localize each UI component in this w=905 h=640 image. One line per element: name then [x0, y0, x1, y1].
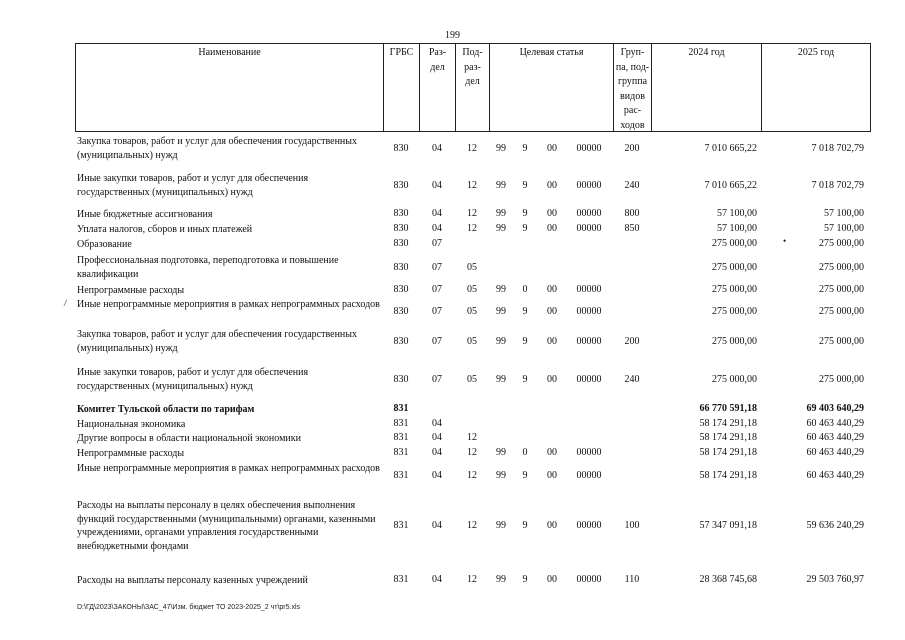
cell-t4: 00000 — [576, 179, 602, 191]
cell-grbs: 830 — [393, 305, 409, 317]
cell-t2: 0 — [522, 284, 528, 295]
table-row — [0, 462, 905, 490]
cell-grbs: 830 — [393, 238, 409, 249]
header-podrazdel: Под- раз- дел — [455, 43, 489, 132]
header-2025: 2025 год — [761, 43, 871, 132]
cell-vr: 850 — [624, 223, 640, 234]
row-name: Иные непрограммные мероприятия в рамках непрограммных расходов — [77, 463, 380, 474]
table-row — [0, 447, 905, 461]
cell-rz: 04 — [432, 418, 442, 429]
cell-y2024: 275 000,00 — [712, 305, 757, 317]
cell-t1: 99 — [496, 335, 506, 347]
cell-rz: 04 — [432, 447, 442, 458]
header-group: Груп- па, под- группа видов рас- ходов — [613, 43, 651, 132]
row-name: Расходы на выплаты персоналу казенных учреждений — [77, 575, 308, 586]
cell-grbs: 831 — [393, 418, 409, 429]
cell-t1: 99 — [496, 284, 506, 295]
cell-grbs: 831 — [393, 403, 409, 414]
cell-y2024: 66 770 591,18 — [699, 403, 757, 414]
cell-rz: 07 — [432, 238, 442, 249]
cell-grbs: 830 — [393, 373, 409, 385]
row-name: Закупка товаров, работ и услуг для обеспечения государственных (муниципальных) нужд — [77, 329, 358, 354]
cell-grbs: 830 — [393, 179, 409, 191]
row-name: Иные закупки товаров, работ и услуг для обеспечения государственных (муниципальных) нужд — [77, 367, 309, 392]
cell-t1: 99 — [496, 179, 506, 191]
cell-rz: 04 — [432, 223, 442, 234]
cell-vr: 240 — [624, 373, 640, 385]
header-razdel: Раз- дел — [419, 43, 455, 132]
cell-t4: 00000 — [576, 142, 602, 154]
cell-grbs: 831 — [393, 469, 409, 481]
cell-y2025: 57 100,00 — [824, 223, 864, 234]
cell-y2024: 58 174 291,18 — [699, 447, 757, 458]
cell-t4: 00000 — [576, 223, 602, 234]
cell-t3: 00 — [547, 520, 557, 532]
cell-y2024: 275 000,00 — [712, 373, 757, 385]
cell-y2025: 69 403 640,29 — [806, 403, 864, 414]
cell-y2025: 60 463 440,29 — [806, 447, 864, 458]
cell-vr: 200 — [624, 142, 640, 154]
cell-pr: 12 — [467, 223, 477, 234]
cell-t3: 00 — [547, 373, 557, 385]
cell-pr: 05 — [467, 373, 477, 385]
cell-t3: 00 — [547, 208, 557, 219]
table-row — [0, 254, 905, 282]
cell-y2025: 59 636 240,29 — [806, 520, 864, 532]
cell-vr: 110 — [624, 574, 640, 585]
cell-t2: 9 — [522, 373, 528, 385]
cell-t3: 00 — [547, 284, 557, 295]
cell-t3: 00 — [547, 447, 557, 458]
stray-dot-mark: • — [783, 236, 787, 246]
table-row — [0, 208, 905, 222]
row-name: Комитет Тульской области по тарифам — [77, 404, 255, 415]
cell-vr: 200 — [624, 335, 640, 347]
cell-rz: 04 — [432, 469, 442, 481]
cell-t1: 99 — [496, 574, 506, 585]
cell-t1: 99 — [496, 208, 506, 219]
table-row — [0, 298, 905, 326]
cell-y2025: 60 463 440,29 — [806, 469, 864, 481]
cell-t1: 99 — [496, 447, 506, 458]
cell-y2024: 58 174 291,18 — [699, 469, 757, 481]
cell-y2024: 275 000,00 — [712, 284, 757, 295]
table-row — [0, 284, 905, 298]
row-name: Непрограммные расходы — [77, 285, 185, 296]
table-row — [0, 432, 905, 446]
row-name: Другие вопросы в области национальной экономики — [77, 433, 301, 444]
cell-rz: 04 — [432, 179, 442, 191]
cell-t3: 00 — [547, 142, 557, 154]
cell-t3: 00 — [547, 574, 557, 585]
cell-t4: 00000 — [576, 469, 602, 481]
cell-pr: 05 — [467, 284, 477, 295]
cell-pr: 12 — [467, 432, 477, 443]
cell-grbs: 830 — [393, 335, 409, 347]
cell-y2024: 57 100,00 — [717, 208, 757, 219]
cell-rz: 04 — [432, 432, 442, 443]
file-path-footer: D:\ГД\2023\ЗАКОНЫ\ЗАС_47\Изм. бюджет ТО 2023-2025_2 чт\pr5.xls — [77, 604, 301, 611]
cell-y2025: 275 000,00 — [819, 284, 864, 295]
table-row — [0, 499, 905, 555]
cell-y2024: 7 010 665,22 — [704, 179, 757, 191]
cell-grbs: 830 — [393, 261, 409, 273]
cell-t2: 9 — [522, 469, 528, 481]
cell-t1: 99 — [496, 223, 506, 234]
cell-pr: 12 — [467, 208, 477, 219]
cell-t4: 00000 — [576, 574, 602, 585]
cell-y2025: 7 018 702,79 — [811, 179, 864, 191]
cell-rz: 07 — [432, 284, 442, 295]
cell-rz: 07 — [432, 305, 442, 317]
header-target: Целевая статья — [489, 43, 613, 132]
page-number: 199 — [445, 30, 460, 41]
cell-y2024: 58 174 291,18 — [699, 432, 757, 443]
cell-t4: 00000 — [576, 208, 602, 219]
row-name: Образование — [77, 239, 132, 250]
cell-grbs: 830 — [393, 142, 409, 154]
cell-t4: 00000 — [576, 284, 602, 295]
table-row — [0, 172, 905, 200]
cell-y2025: 60 463 440,29 — [806, 418, 864, 429]
cell-y2024: 7 010 665,22 — [704, 142, 757, 154]
cell-t1: 99 — [496, 373, 506, 385]
cell-y2025: 60 463 440,29 — [806, 432, 864, 443]
cell-t2: 9 — [522, 520, 528, 532]
cell-t1: 99 — [496, 305, 506, 317]
cell-y2024: 57 347 091,18 — [699, 520, 757, 532]
cell-t2: 9 — [522, 305, 528, 317]
cell-t2: 9 — [522, 335, 528, 347]
cell-t2: 9 — [522, 208, 528, 219]
cell-y2024: 275 000,00 — [712, 261, 757, 273]
cell-pr: 05 — [467, 335, 477, 347]
cell-y2024: 57 100,00 — [717, 223, 757, 234]
cell-t4: 00000 — [576, 520, 602, 532]
row-name: Расходы на выплаты персоналу в целях обеспечения выполнения функций государственными (муниципальными) органами, казенными учреждениями, органами управления государственными внебюджетными фондами — [77, 500, 376, 552]
row-name: Иные бюджетные ассигнования — [77, 209, 213, 220]
cell-pr: 12 — [467, 574, 477, 585]
row-name: Закупка товаров, работ и услуг для обеспечения государственных (муниципальных) нужд — [77, 136, 358, 161]
row-name: Уплата налогов, сборов и иных платежей — [77, 224, 253, 235]
cell-y2024: 275 000,00 — [712, 238, 757, 249]
row-name: Иные закупки товаров, работ и услуг для обеспечения государственных (муниципальных) нужд — [77, 173, 309, 198]
cell-t1: 99 — [496, 469, 506, 481]
cell-pr: 12 — [467, 447, 477, 458]
cell-pr: 05 — [467, 261, 477, 273]
cell-t4: 00000 — [576, 335, 602, 347]
row-name: Национальная экономика — [77, 419, 186, 430]
cell-t3: 00 — [547, 469, 557, 481]
cell-y2024: 28 368 745,68 — [699, 574, 757, 585]
cell-y2025: 275 000,00 — [819, 261, 864, 273]
cell-pr: 12 — [467, 179, 477, 191]
cell-rz: 07 — [432, 373, 442, 385]
row-name: Иные непрограммные мероприятия в рамках непрограммных расходов — [77, 299, 380, 310]
cell-t4: 00000 — [576, 447, 602, 458]
cell-grbs: 830 — [393, 208, 409, 219]
row-name: Профессиональная подготовка, переподготовка и повышение квалификации — [77, 255, 339, 280]
cell-pr: 12 — [467, 520, 477, 532]
cell-y2024: 275 000,00 — [712, 335, 757, 347]
cell-rz: 04 — [432, 142, 442, 154]
cell-t2: 9 — [522, 142, 528, 154]
cell-t3: 00 — [547, 335, 557, 347]
cell-t2: 9 — [522, 574, 528, 585]
cell-grbs: 830 — [393, 284, 409, 295]
cell-t3: 00 — [547, 179, 557, 191]
header-name: Наименование — [75, 43, 383, 132]
cell-t3: 00 — [547, 305, 557, 317]
cell-vr: 100 — [624, 520, 640, 532]
table-row — [0, 135, 905, 163]
cell-t4: 00000 — [576, 373, 602, 385]
cell-grbs: 831 — [393, 574, 409, 585]
cell-rz: 04 — [432, 574, 442, 585]
table-row — [0, 223, 905, 237]
cell-t1: 99 — [496, 142, 506, 154]
row-name: Непрограммные расходы — [77, 448, 185, 459]
cell-y2025: 57 100,00 — [824, 208, 864, 219]
cell-t2: 9 — [522, 179, 528, 191]
table-row — [0, 403, 905, 417]
cell-y2025: 275 000,00 — [819, 335, 864, 347]
cell-y2025: 275 000,00 — [819, 238, 864, 249]
header-2024: 2024 год — [651, 43, 761, 132]
cell-y2025: 275 000,00 — [819, 373, 864, 385]
table-row — [0, 238, 905, 252]
cell-rz: 07 — [432, 335, 442, 347]
table-row — [0, 574, 905, 588]
cell-t2: 9 — [522, 223, 528, 234]
cell-t3: 00 — [547, 223, 557, 234]
cell-pr: 12 — [467, 142, 477, 154]
cell-t1: 99 — [496, 520, 506, 532]
cell-y2024: 58 174 291,18 — [699, 418, 757, 429]
cell-t2: 0 — [522, 447, 528, 458]
cell-y2025: 275 000,00 — [819, 305, 864, 317]
cell-t4: 00000 — [576, 305, 602, 317]
cell-pr: 05 — [467, 305, 477, 317]
table-row — [0, 418, 905, 432]
cell-rz: 04 — [432, 208, 442, 219]
table-row — [0, 328, 905, 356]
stray-tick-mark: / — [64, 298, 67, 308]
cell-grbs: 831 — [393, 432, 409, 443]
cell-pr: 12 — [467, 469, 477, 481]
cell-y2025: 7 018 702,79 — [811, 142, 864, 154]
cell-y2025: 29 503 760,97 — [806, 574, 864, 585]
header-grbs: ГРБС — [383, 43, 419, 132]
cell-vr: 800 — [624, 208, 640, 219]
cell-rz: 04 — [432, 520, 442, 532]
cell-grbs: 831 — [393, 447, 409, 458]
cell-grbs: 830 — [393, 223, 409, 234]
cell-grbs: 831 — [393, 520, 409, 532]
table-row — [0, 366, 905, 394]
cell-vr: 240 — [624, 179, 640, 191]
cell-rz: 07 — [432, 261, 442, 273]
